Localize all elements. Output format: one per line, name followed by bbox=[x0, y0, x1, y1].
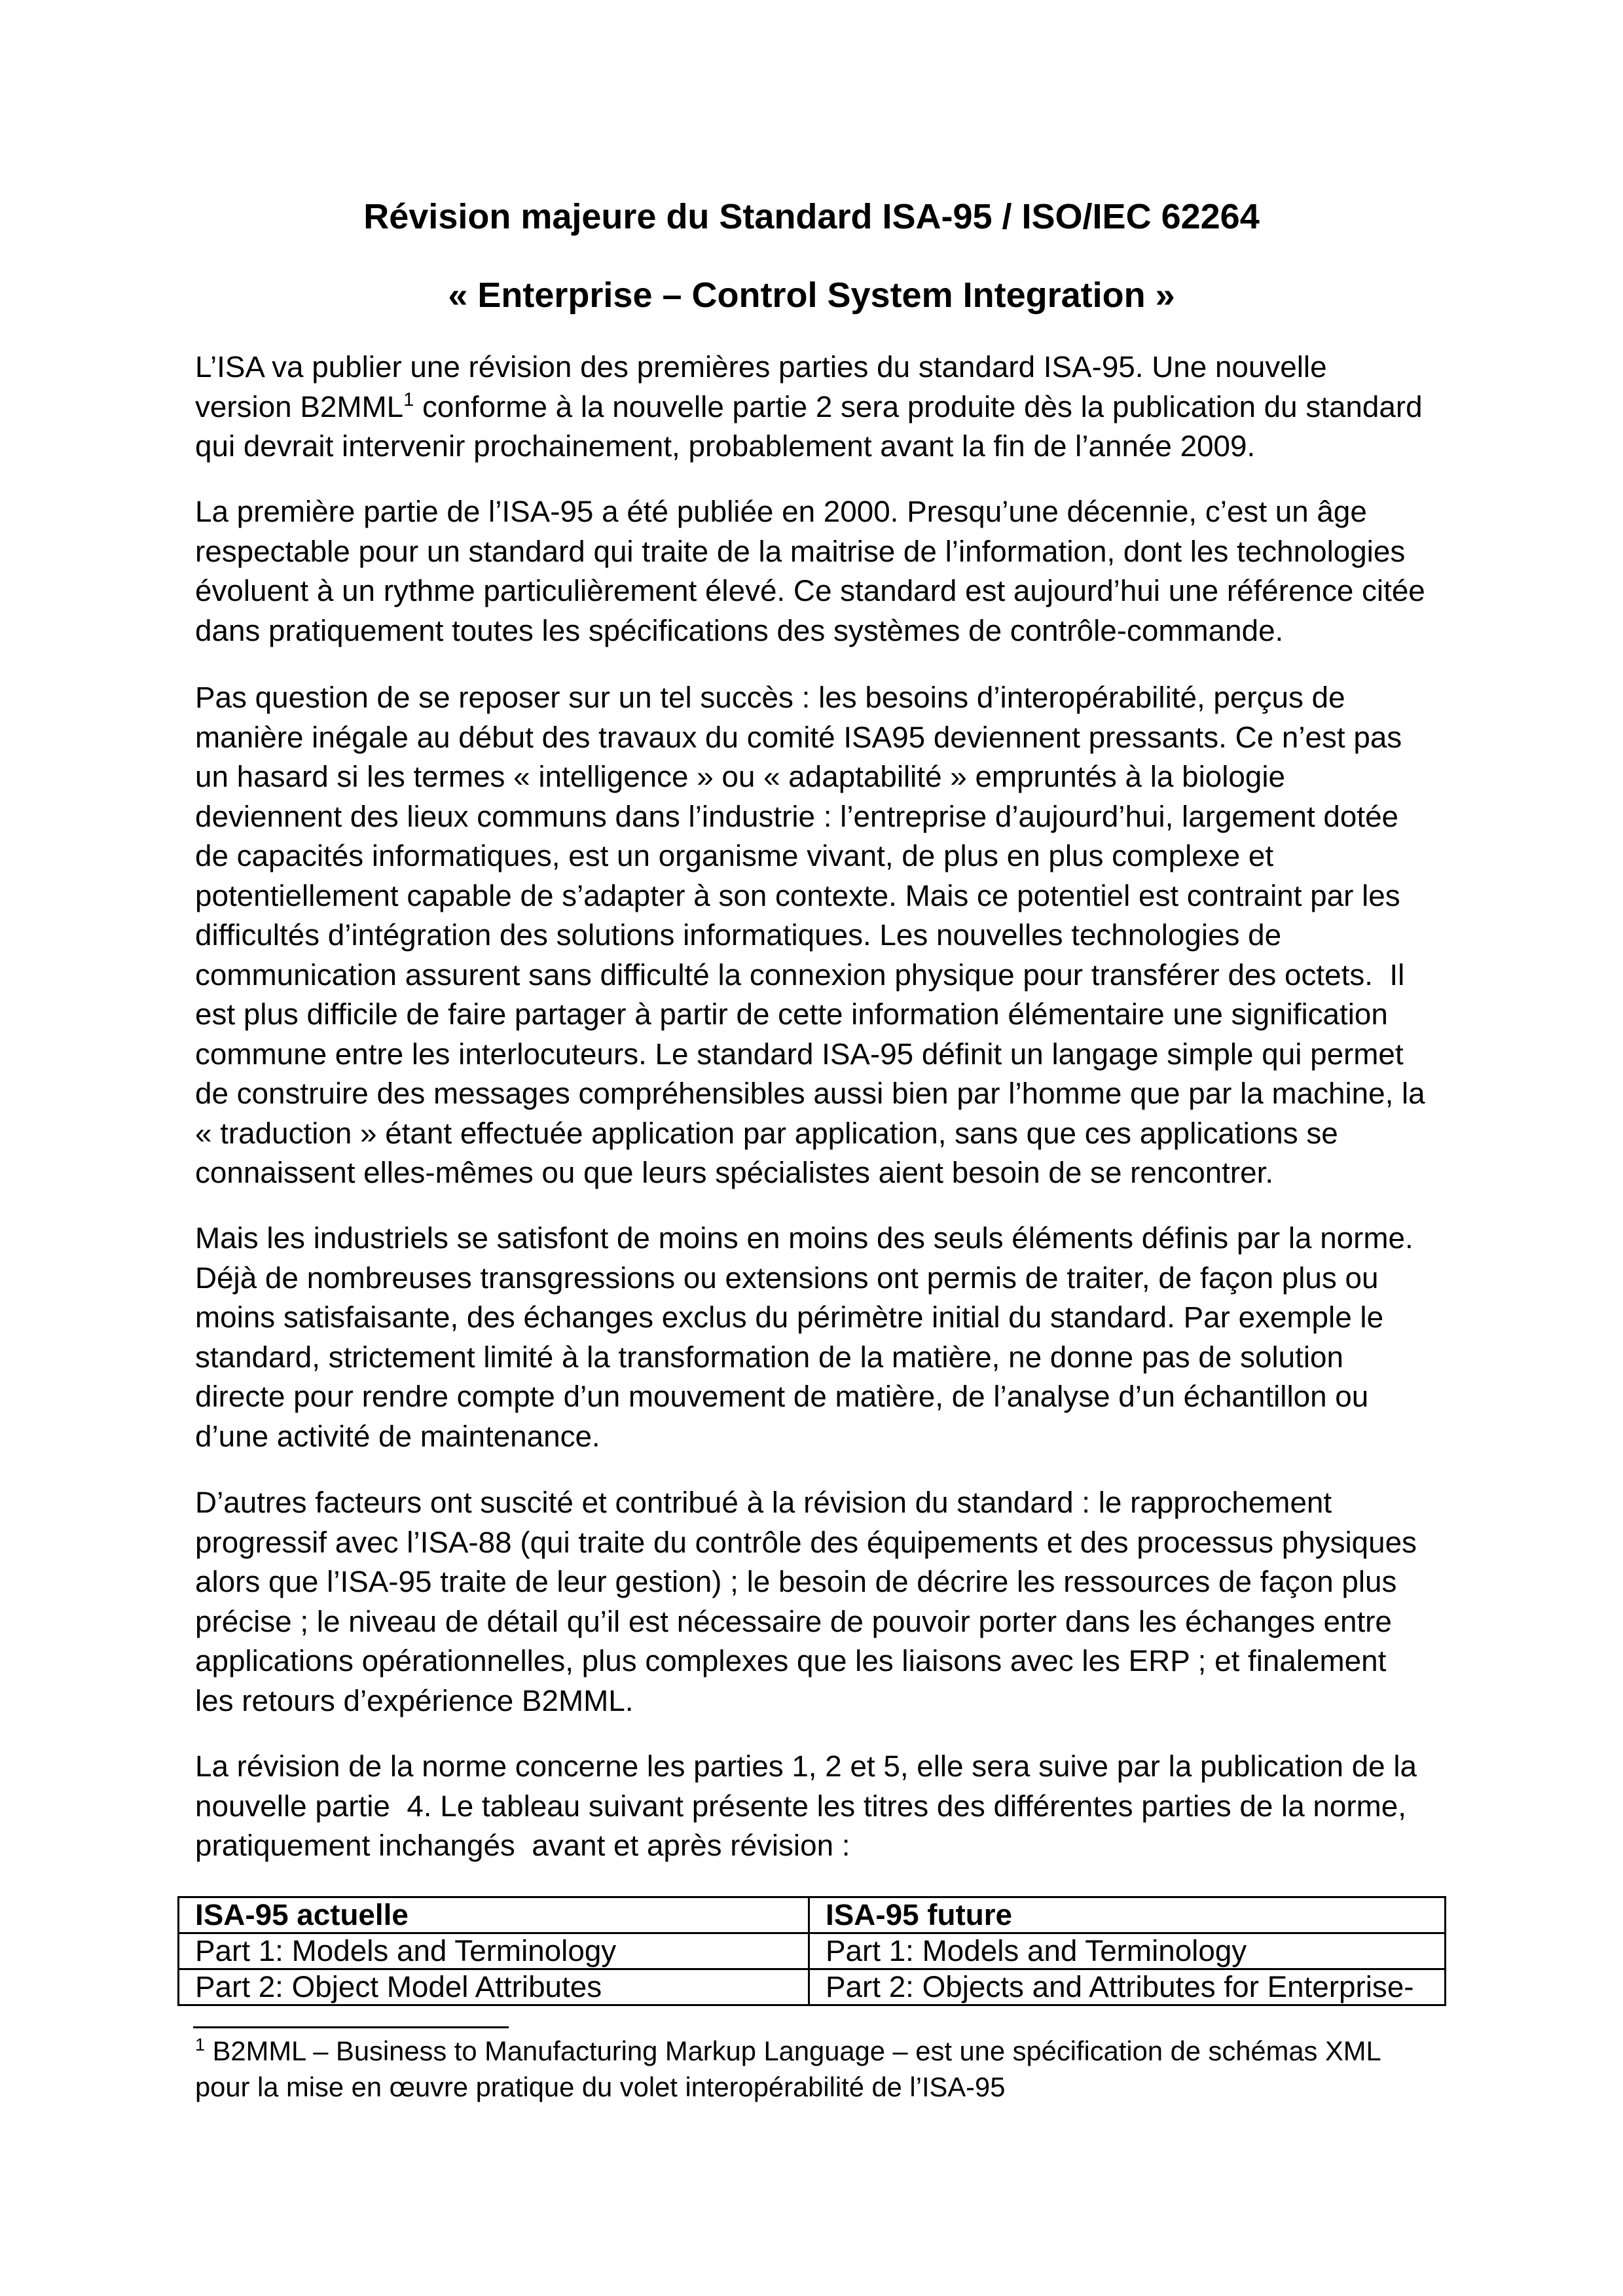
text-line: Pas question de se reposer sur un tel succès : les besoins d’interopérabilité, perçus de bbox=[195, 681, 1345, 714]
document-title: Révision majeure du Standard ISA-95 / ISO/IEC 62264 bbox=[363, 197, 1260, 236]
table-cell: Part 1: Models and Terminology bbox=[809, 1933, 1446, 1969]
parts-comparison-table bbox=[177, 1896, 1446, 2006]
text-line: difficultés d’intégration des solutions informatiques. Les nouvelles technologies de bbox=[195, 918, 1282, 952]
table-cell: Part 1: Models and Terminology bbox=[179, 1933, 809, 1969]
footnote-line bbox=[195, 2033, 1439, 2069]
text-line: précise ; le niveau de détail qu’il est nécessaire de pouvoir porter dans les échanges entre bbox=[195, 1604, 1392, 1638]
paragraph-1 bbox=[195, 348, 1446, 467]
footnote-separator bbox=[193, 2026, 509, 2028]
text-fragment: version B2MML bbox=[195, 389, 404, 423]
column-header-current: ISA-95 actuelle bbox=[179, 1897, 809, 1933]
text-line: applications opérationnelles, plus complexes que les liaisons avec les ERP ; et finalement bbox=[195, 1644, 1387, 1677]
text-line: Mais les industriels se satisfont de moins en moins des seuls éléments définis par la norme. bbox=[195, 1221, 1413, 1255]
paragraph-3 bbox=[195, 678, 1446, 1193]
text-line: pratiquement inchangés avant et après révision : bbox=[195, 1829, 850, 1862]
text-line: communication assurent sans difficulté la connexion physique pour transférer des octets. Il bbox=[195, 958, 1405, 992]
text-line: dans pratiquement toutes les spécifications des systèmes de contrôle-commande. bbox=[195, 613, 1284, 647]
text-line: les retours d’expérience B2MML. bbox=[195, 1683, 634, 1717]
paragraph-6 bbox=[195, 1747, 1446, 1866]
text-line: de construire des messages compréhensibles aussi bien par l’homme que par la machine, la bbox=[195, 1077, 1425, 1110]
table-row bbox=[179, 1969, 1446, 2005]
text-line: qui devrait intervenir prochainement, probablement avant la fin de l’année 2009. bbox=[195, 429, 1256, 463]
text-line: « traduction » étant effectuée application par application, sans que ces applications se bbox=[195, 1116, 1338, 1150]
text-line: L’ISA va publier une révision des premières parties du standard ISA-95. Une nouvelle bbox=[195, 350, 1327, 384]
text-line: connaissent elles-mêmes ou que leurs spécialistes aient besoin de se rencontrer. bbox=[195, 1156, 1274, 1189]
text-line: évoluent à un rythme particulièrement élevé. Ce standard est aujourd’hui une référence citée bbox=[195, 574, 1425, 607]
text-line: respectable pour un standard qui traite de la maitrise de l’information, dont les technologies bbox=[195, 534, 1406, 568]
text-line: commune entre les interlocuteurs. Le standard ISA-95 définit un langage simple qui permet bbox=[195, 1037, 1404, 1071]
footnote bbox=[195, 2033, 1439, 2105]
text-line: standard, strictement limité à la transformation de la matière, ne donne pas de solution bbox=[195, 1340, 1343, 1374]
table-row bbox=[179, 1933, 1446, 1969]
text-line: deviennent des lieux communs dans l’industrie : l’entreprise d’aujourd’hui, largement dotée bbox=[195, 799, 1399, 833]
text-line: manière inégale au début des travaux du comité ISA95 deviennent pressants. Ce n’est pas bbox=[195, 720, 1402, 754]
text-fragment: B2MML – Business to Manufacturing Markup Language – est une spécification de schémas XML bbox=[205, 2036, 1381, 2066]
column-header-future: ISA-95 future bbox=[809, 1897, 1446, 1933]
text-line: un hasard si les termes « intelligence » ou « adaptabilité » empruntés à la biologie bbox=[195, 760, 1285, 793]
text-line: La révision de la norme concerne les parties 1, 2 et 5, elle sera suive par la publication de la bbox=[195, 1749, 1417, 1783]
text-line: directe pour rendre compte d’un mouvement de matière, de l’analyse d’un échantillon ou bbox=[195, 1380, 1369, 1413]
table-cell: Part 2: Objects and Attributes for Enterprise- bbox=[809, 1969, 1446, 2005]
text-line: nouvelle partie 4. Le tableau suivant présente les titres des différentes parties de la norme, bbox=[195, 1789, 1406, 1823]
footnote-reference[interactable]: 1 bbox=[403, 389, 414, 410]
text-line: est plus difficile de faire partager à partir de cette information élémentaire une signification bbox=[195, 997, 1388, 1031]
text-line bbox=[195, 387, 1446, 427]
document-subtitle: « Enterprise – Control System Integration » bbox=[448, 276, 1175, 315]
text-line: La première partie de l’ISA-95 a été publiée en 2000. Presqu’une décennie, c’est un âge bbox=[195, 495, 1367, 528]
text-line: de capacités informatiques, est un organisme vivant, de plus en plus complexe et bbox=[195, 839, 1274, 872]
text-line: potentiellement capable de s’adapter à son contexte. Mais ce potentiel est contraint par les bbox=[195, 878, 1400, 912]
text-line: d’une activité de maintenance. bbox=[195, 1419, 600, 1453]
footnote-marker: 1 bbox=[195, 2035, 206, 2054]
text-line: progressif avec l’ISA-88 (qui traite du contrôle des équipements et des processus physiques bbox=[195, 1525, 1417, 1559]
text-line: Déjà de nombreuses transgressions ou extensions ont permis de traiter, de façon plus ou bbox=[195, 1261, 1379, 1295]
text-fragment: conforme à la nouvelle partie 2 sera produite dès la publication du standard bbox=[414, 389, 1423, 423]
text-line: alors que l’ISA-95 traite de leur gestion) ; le besoin de décrire les ressources de façon plus bbox=[195, 1565, 1397, 1598]
table-header-row bbox=[179, 1897, 1446, 1933]
table-cell: Part 2: Object Model Attributes bbox=[179, 1969, 809, 2005]
paragraph-4 bbox=[195, 1219, 1446, 1456]
text-line: moins satisfaisante, des échanges exclus du périmètre initial du standard. Par exemple le bbox=[195, 1300, 1384, 1334]
paragraph-5 bbox=[195, 1483, 1446, 1721]
paragraph-2 bbox=[195, 492, 1446, 651]
footnote-line: pour la mise en œuvre pratique du volet interopérabilité de l’ISA-95 bbox=[195, 2072, 1006, 2102]
text-line: D’autres facteurs ont suscité et contribué à la révision du standard : le rapprochement bbox=[195, 1486, 1332, 1519]
